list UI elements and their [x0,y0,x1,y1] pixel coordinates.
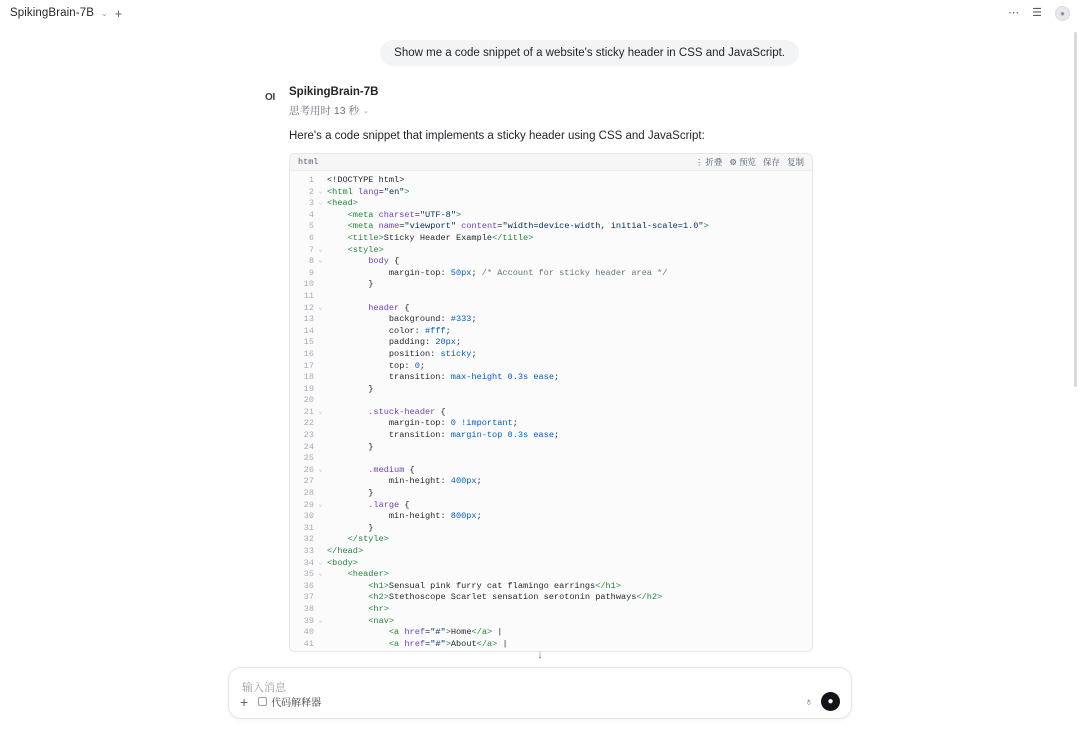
code-line-text: <h2>Stethoscope Scarlet sensation serotonin pathways</h2> [368,592,663,603]
line-number: 13 [303,314,314,325]
line-number: 10 [303,279,314,290]
code-line [290,500,812,512]
line-number: 14 [303,325,314,336]
line-number: 7 [308,244,314,255]
line-number: 15 [303,337,314,348]
code-line-text: <nav> [368,615,395,626]
code-line [290,395,812,407]
top-bar-actions [1008,0,1070,26]
line-number: 1 [308,175,314,185]
fold-toggle-icon[interactable]: ⌄ [318,500,323,509]
add-attachment-icon[interactable]: + [240,693,249,710]
code-line-text: <a href="#">About</a> | [388,638,508,649]
line-number: 21 [303,406,314,417]
code-line [290,418,812,430]
line-number: 41 [303,638,314,649]
code-line [290,326,812,338]
code-content[interactable] [290,171,812,651]
code-line [290,337,812,349]
gear-icon: ⚙ [729,156,737,167]
code-line [290,198,812,210]
message-composer[interactable] [228,667,852,719]
line-number: 5 [308,221,314,232]
copy-label: 复制 [786,157,804,167]
fold-toggle-icon[interactable]: ⌄ [318,257,323,266]
code-line-text: } [368,488,374,499]
line-number: 33 [303,546,314,556]
code-line [290,639,812,651]
code-line [290,581,812,593]
fold-toggle-icon[interactable]: ⌄ [318,558,323,567]
code-block-actions [695,156,804,168]
code-line-text: background: #333; [388,314,477,325]
code-line-text: <h1>Sensual pink furry cat flamingo earrings</h1> [368,580,621,591]
code-line [290,569,812,581]
code-interpreter-label: 代码解释器 [271,698,322,709]
line-number: 22 [303,418,314,429]
assistant-message [265,86,825,652]
code-line-text: color: #fff; [388,325,451,336]
code-line-text: } [368,522,374,533]
line-number: 31 [303,522,314,533]
chevron-down-icon[interactable]: ⌄ [100,8,108,18]
line-number: 34 [303,557,314,568]
code-line-text: <a href="#">Home</a> | [388,627,503,638]
line-number: 32 [303,534,314,545]
user-message-bubble: Show me a code snippet of a website's sticky header in CSS and JavaScript. [380,40,799,66]
thinking-duration-label: 思考用时 13 秒 [289,105,360,117]
code-line-text: position: sticky; [388,348,477,359]
code-line [290,453,812,465]
code-line-text: .medium { [368,464,415,475]
code-line [290,523,812,535]
model-selector[interactable] [10,7,122,20]
code-line-text: top: 0; [388,360,426,371]
code-line-text: <meta charset="UTF-8"> [347,209,462,220]
code-line-text: <header> [347,569,389,580]
line-number: 8 [308,256,314,267]
code-line [290,233,812,245]
line-number: 3 [308,198,314,209]
code-line-text: <hr> [368,603,389,614]
code-line [290,604,812,616]
avatar[interactable]: ● [1055,6,1070,21]
composer-right-actions [805,692,840,711]
line-number: 39 [303,615,314,626]
code-line [290,534,812,546]
code-line-text: <title>Sticky Header Example</title> [347,232,534,243]
code-line [290,476,812,488]
top-bar [0,0,1080,26]
line-number: 28 [303,488,314,499]
code-line-text [325,650,812,651]
fold-toggle-icon[interactable]: ⌄ [318,570,323,579]
code-line-text: margin-top: 0 !important; [388,418,518,429]
code-line [290,349,812,361]
code-line [290,546,812,558]
line-number: 9 [308,267,314,278]
code-line-text: } [368,441,374,452]
line-number: 16 [303,348,314,359]
composer-toolbar [229,692,851,711]
code-line-text: body { [368,256,400,267]
copy-button[interactable] [787,156,804,168]
line-number: 11 [303,290,314,301]
code-line-text: <meta name="viewport" content="width=device-width, initial-scale=1.0"> [347,221,709,232]
code-line [290,245,812,257]
code-line-text: <head> [327,198,358,209]
code-line [290,430,812,442]
line-number: 27 [303,476,314,487]
line-number: 17 [303,360,314,371]
line-number: 24 [303,441,314,452]
more-options-icon[interactable]: ⋯ [1008,6,1020,19]
conversation-scroll-area [0,26,1080,667]
code-line-text: .large { [368,499,410,510]
code-language-label: html [298,157,319,167]
code-line [290,442,812,454]
code-line-text: <!DOCTYPE html> [327,175,405,185]
fold-icon: ⋮ [694,156,704,167]
code-line-text: <html lang="en"> [327,186,410,197]
code-line [290,303,812,315]
code-line-text: } [368,279,374,290]
line-number [290,650,316,651]
code-interpreter-chip[interactable] [258,694,321,709]
line-number: 25 [303,453,314,464]
scroll-to-bottom-icon[interactable]: ↓ [537,649,543,661]
assistant-intro-text: Here's a code snippet that implements a sticky header using CSS and JavaScript: [289,130,705,142]
line-number: 4 [308,209,314,220]
code-block [289,153,813,652]
code-line-text: } [368,383,374,394]
code-interpreter-icon [258,697,267,706]
code-line-text: min-height: 400px; [388,476,482,487]
line-number: 6 [308,232,314,243]
code-line [290,175,812,187]
message-input[interactable]: 输入消息 [242,682,286,694]
code-line [290,256,812,268]
code-line [290,616,812,628]
line-number: 20 [303,395,314,406]
code-line [290,627,812,639]
vertical-scrollbar[interactable] [1074,32,1077,387]
code-line [290,210,812,222]
code-line-text: <style> [347,244,384,255]
user-message-row [380,40,799,66]
fold-toggle-icon[interactable]: ⌄ [318,465,323,474]
code-line [290,279,812,291]
line-number: 29 [303,499,314,510]
code-line [290,314,812,326]
microphone-icon[interactable]: ♁ [804,695,813,708]
fold-toggle-icon[interactable]: ⌄ [318,187,323,196]
thinking-duration-toggle[interactable] [289,103,825,118]
code-line [290,650,812,651]
line-number: 19 [303,383,314,394]
fold-toggle-icon[interactable]: ⌄ [318,407,323,416]
line-number: 37 [303,592,314,603]
fold-button[interactable] [695,156,723,168]
code-line [290,558,812,570]
assistant-body [289,86,825,652]
code-line-text: min-height: 800px; [388,511,482,522]
code-line [290,511,812,523]
preview-label: 预览 [738,157,756,167]
code-line-text: </style> [347,534,389,545]
save-button[interactable] [763,156,780,168]
code-line [290,384,812,396]
code-line-text: transition: max-height 0.3s ease; [388,372,560,383]
assistant-avatar-icon: OI [265,92,275,103]
code-line [290,291,812,303]
fold-toggle-icon[interactable]: ⌄ [318,199,323,208]
code-line [290,221,812,233]
line-number: 38 [303,603,314,614]
settings-icon[interactable]: ☰ [1032,6,1042,19]
code-line-text: </head> [327,546,364,556]
preview-button[interactable] [729,156,756,168]
fold-toggle-icon[interactable]: ⌄ [318,616,323,625]
line-number: 30 [303,511,314,522]
code-line-text: padding: 20px; [388,337,462,348]
code-line [290,488,812,500]
code-line [290,372,812,384]
code-line [290,407,812,419]
line-number: 40 [303,627,314,638]
fold-toggle-icon[interactable]: ⌄ [318,245,323,254]
fold-label: 折叠 [705,157,723,167]
line-number: 35 [303,569,314,580]
line-number: 23 [303,430,314,441]
code-line [290,361,812,373]
code-block-header [290,154,812,171]
line-number: 12 [303,302,314,313]
code-line-text: .stuck-header { [368,406,446,417]
save-label: 保存 [762,157,780,167]
code-line [290,187,812,199]
code-line-text: <body> [327,557,358,568]
fold-toggle-icon[interactable]: ⌄ [318,303,323,312]
line-number: 18 [303,372,314,383]
line-number: 36 [303,580,314,591]
model-name-label: SpikingBrain-7B [10,7,94,19]
chevron-down-icon[interactable]: ⌄ [363,107,369,115]
send-button[interactable]: ● [821,692,840,711]
code-line [290,592,812,604]
code-line-text: transition: margin-top 0.3s ease; [388,430,560,441]
code-line-text: header { [368,302,410,313]
code-line [290,465,812,477]
code-line-text: margin-top: 50px; /* Account for sticky header area */ [388,267,668,278]
line-number: 2 [308,186,314,197]
line-number: 26 [303,464,314,475]
code-line [290,268,812,280]
new-chat-icon[interactable]: + [114,5,123,21]
assistant-name-label: SpikingBrain-7B [289,86,379,98]
